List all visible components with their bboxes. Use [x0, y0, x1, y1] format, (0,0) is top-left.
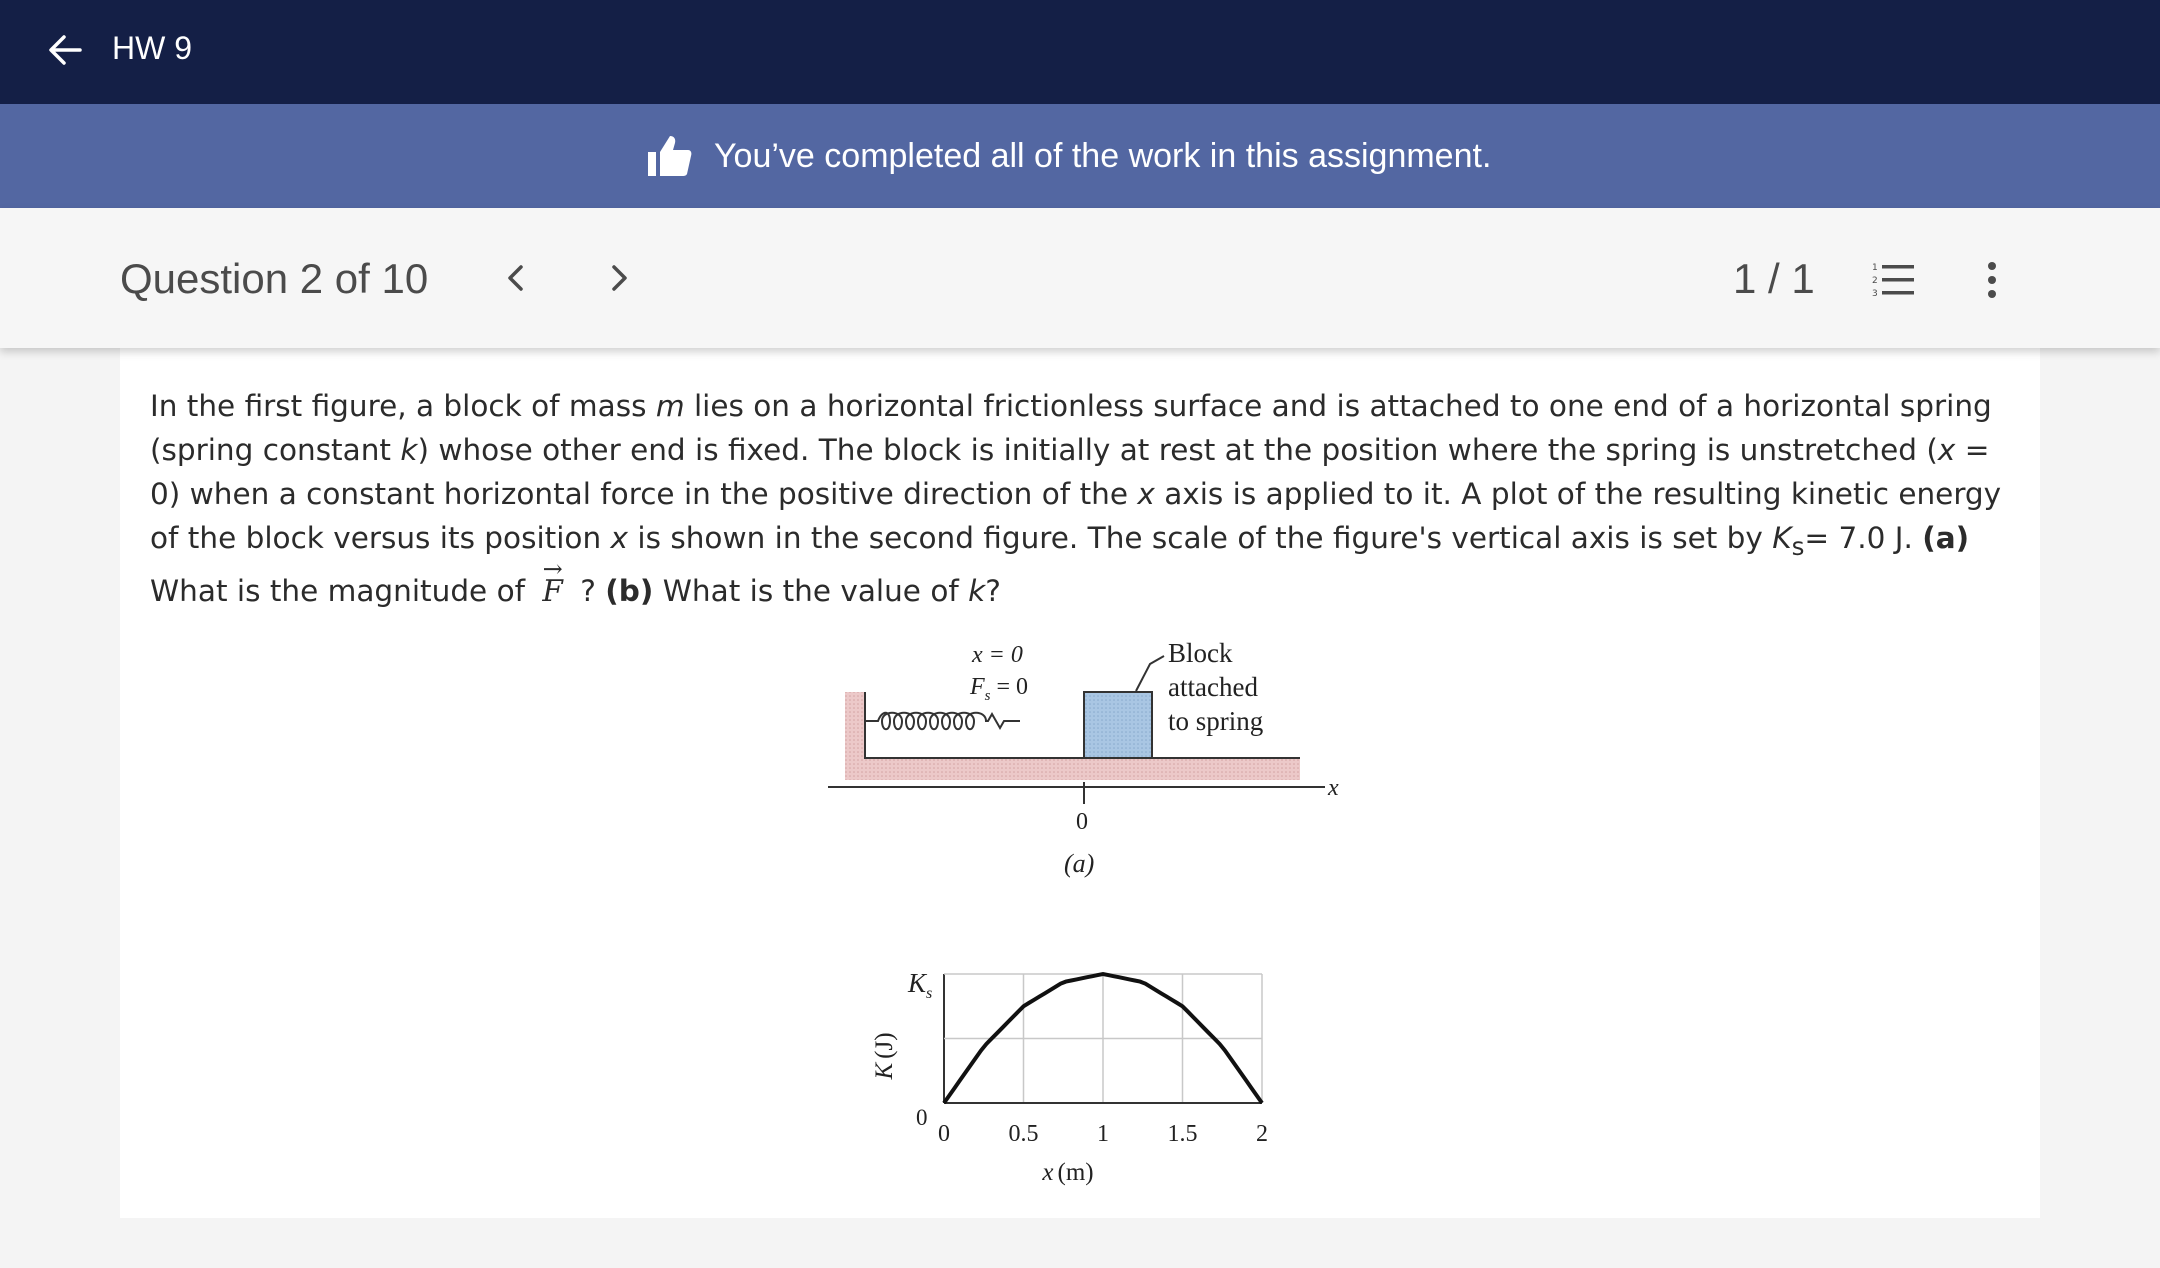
x-tick-label: 1.5	[1167, 1121, 1198, 1147]
chevron-left-icon	[498, 258, 534, 298]
block-label-line-3: to spring	[1168, 706, 1264, 736]
spring-block-diagram	[820, 618, 1360, 898]
block	[1084, 692, 1152, 758]
next-question-button[interactable]	[601, 258, 637, 298]
x-tick-label: 2	[1256, 1121, 1268, 1147]
spring	[865, 713, 1020, 730]
more-vertical-icon	[1977, 258, 2007, 302]
x-tick-labels	[938, 1121, 1268, 1147]
assignment-title: HW 9	[112, 30, 192, 66]
chevron-right-icon	[601, 258, 637, 298]
x-tick-label: 1	[1097, 1121, 1109, 1147]
thumbs-up-icon	[646, 132, 694, 180]
back-button[interactable]	[44, 28, 88, 72]
numbered-list-icon	[1870, 260, 1918, 300]
question-score: 1 / 1	[1733, 255, 1815, 302]
ks-axis-label: $K_s$	[908, 968, 933, 1002]
figure-a-caption: (a)	[1064, 849, 1095, 878]
y-zero-label: 0	[916, 1105, 928, 1130]
more-options-button[interactable]	[1977, 258, 2007, 302]
completion-banner	[0, 104, 2160, 208]
question-nav-bar	[0, 208, 2160, 348]
x-axis-title: x (m)	[1042, 1159, 1094, 1186]
kinetic-energy-chart	[820, 948, 1360, 1268]
x-tick-label: 0.5	[1008, 1121, 1039, 1147]
physics-figure	[820, 618, 1360, 1218]
force-vector-symbol: → F	[542, 569, 562, 613]
question-counter: Question 2 of 10	[120, 255, 429, 302]
banner-message: You’ve completed all of the work in this assignment.	[714, 137, 1492, 175]
y-axis-label: K(J)	[871, 1032, 898, 1080]
top-bar	[0, 0, 2160, 104]
x-tick-label: 0	[938, 1121, 950, 1147]
svg-text:3: 3	[1872, 289, 1878, 299]
previous-question-button[interactable]	[498, 258, 534, 298]
svg-text:2: 2	[1872, 276, 1878, 286]
x-equals-zero-label: x = 0	[972, 642, 1023, 668]
block-label-line-2: attached	[1168, 672, 1258, 702]
force-zero-label: $F_s = 0$	[970, 674, 1029, 704]
block-label-line-1: Block	[1168, 638, 1233, 668]
question-text: In the first figure, a block of mass m lies on a horizontal frictionless surface and is attached to one end of a horizontal spring (spring constant k) whose other end is fixed. The block is initially at rest at the position where the spring is unstretched (x = 0) when a constant horizontal force in the positive direction of the x axis is applied to it. A plot of the resulting kinetic energy of the block versus its position x is shown in the second figure. The scale of the figure's vertical axis is set by $K_s= 7.0$ J. (a) What is the magnitude of → F ? (b) What is the value of k?	[150, 384, 2020, 613]
svg-text:1: 1	[1872, 263, 1878, 273]
arrow-left-icon	[44, 28, 88, 72]
x-axis-label: x	[1328, 775, 1339, 801]
question-list-button[interactable]	[1870, 260, 1918, 300]
origin-tick-label: 0	[1076, 809, 1088, 835]
